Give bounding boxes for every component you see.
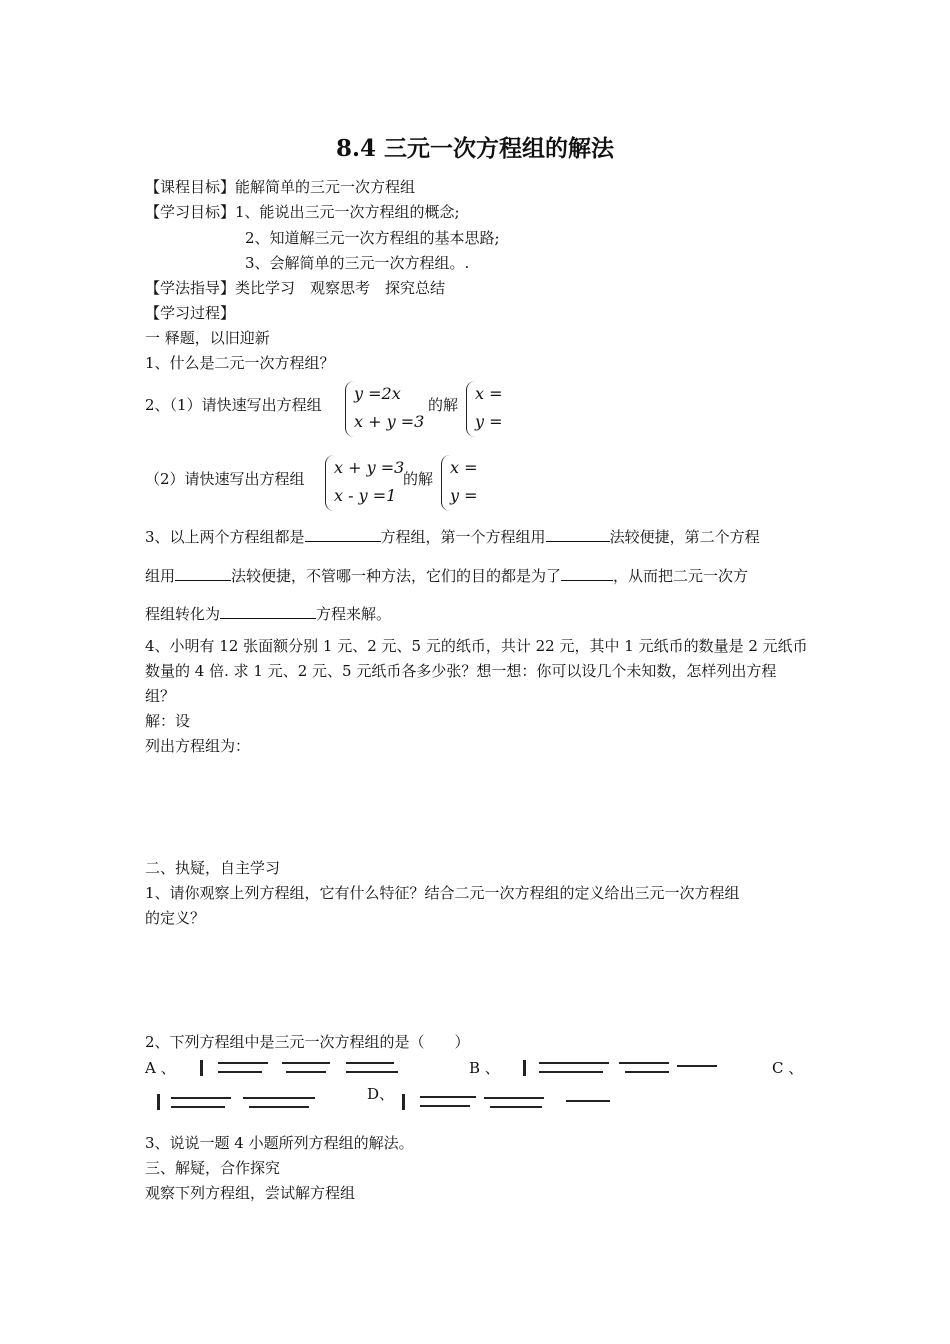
solution-label: 的解 <box>428 396 459 414</box>
method-guide-text: 类比学习 观察思考 探究总结 <box>235 279 446 297</box>
answer-label: 解：设 <box>145 712 191 730</box>
equation: y =2x <box>354 384 401 403</box>
fill-blank[interactable] <box>546 527 610 542</box>
option-a-equation-image <box>200 1060 410 1076</box>
question-4-line: 组？ <box>145 687 176 705</box>
text: 方程来解。 <box>316 605 392 623</box>
equation-system <box>345 381 426 437</box>
text: 法较便捷，第二个方程 <box>609 528 760 546</box>
course-objective <box>145 177 415 197</box>
section2-question-1-line: 的定义？ <box>145 909 206 927</box>
question-4-line: 数量的 4 倍. 求 1 元、2 元、5 元纸币各多少张？想一想：你可以设几个未知数，怎样列出方程 <box>145 662 777 680</box>
option-b-equation-image <box>523 1060 723 1076</box>
question-3-line <box>145 604 391 624</box>
section3-text: 观察下列方程组，尝试解方程组 <box>145 1184 356 1202</box>
fill-blank[interactable] <box>175 566 231 581</box>
option-d-label: D、 <box>367 1085 395 1103</box>
solution-label: 的解 <box>403 470 434 488</box>
course-objective-label: 【课程目标】 <box>145 178 236 196</box>
equations-label: 列出方程组为： <box>145 737 251 755</box>
option-d-equation-image <box>402 1094 617 1110</box>
option-c-label: C 、 <box>772 1059 804 1077</box>
solution-y: y = <box>475 412 503 431</box>
text: ，从而把二元一次方 <box>613 567 749 585</box>
section2-question-2: 2、下列方程组中是三元一次方程组的是（ ） <box>145 1033 470 1051</box>
text: 方程组，第一个方程组用 <box>380 528 546 546</box>
method-guide-label: 【学法指导】 <box>145 279 236 297</box>
text: 组用 <box>145 567 176 585</box>
fill-blank[interactable] <box>561 566 613 581</box>
solution-y: y = <box>450 486 478 505</box>
option-b-label: B 、 <box>469 1059 500 1077</box>
course-objective-text: 能解简单的三元一次方程组 <box>235 178 416 196</box>
question-3-line <box>145 566 748 586</box>
solution-x: x = <box>450 458 478 477</box>
fill-blank[interactable] <box>220 604 316 619</box>
section3-heading: 三、解疑，合作探究 <box>145 1159 281 1177</box>
equation-system <box>325 455 406 511</box>
page-title: 8.4 三元一次方程组的解法 <box>335 135 615 162</box>
study-objective <box>145 202 460 222</box>
section2-question-1-line: 1、请你观察上列方程组，它有什么特征？结合二元一次方程组的定义给出三元一次方程组 <box>145 884 740 902</box>
equation: x + y =3 <box>334 458 405 477</box>
study-objective-item: 3、会解简单的三元一次方程组。. <box>245 254 470 272</box>
method-guide <box>145 278 445 298</box>
question-2-2-prefix: （2）请快速写出方程组 <box>145 470 305 488</box>
equation: x + y =3 <box>354 412 425 431</box>
process-label: 【学习过程】 <box>145 304 236 322</box>
solution-system <box>466 381 523 437</box>
solution-system <box>441 455 498 511</box>
question-1: 1、什么是二元一次方程组？ <box>145 354 335 372</box>
question-3-line <box>145 527 760 547</box>
question-2-1-prefix: 2、（1）请快速写出方程组 <box>145 396 322 414</box>
study-objective-item: 1、能说出三元一次方程组的概念; <box>235 203 460 221</box>
study-objective-item: 2、知道解三元一次方程组的基本思路; <box>245 229 500 247</box>
fill-blank[interactable] <box>305 527 381 542</box>
study-objective-label: 【学习目标】 <box>145 203 236 221</box>
section2-question-3: 3、说说一题 4 小题所列方程组的解法。 <box>145 1134 414 1152</box>
section1-heading: 一 释题，以旧迎新 <box>145 329 270 347</box>
text: 法较便捷，不管哪一种方法，它们的目的都是为了 <box>231 567 562 585</box>
equation: x - y =1 <box>334 486 397 505</box>
text: 程组转化为 <box>145 605 221 623</box>
option-c-equation-image <box>157 1094 332 1110</box>
solution-x: x = <box>475 384 503 403</box>
question-4-line: 4、小明有 12 张面额分别 1 元、2 元、5 元的纸币，共计 22 元，其中 1 元纸币的数量是 2 元纸币 <box>145 637 808 655</box>
section2-heading: 二、执疑，自主学习 <box>145 859 281 877</box>
text: 3、以上两个方程组都是 <box>145 528 305 546</box>
option-a-label: A 、 <box>145 1059 176 1077</box>
